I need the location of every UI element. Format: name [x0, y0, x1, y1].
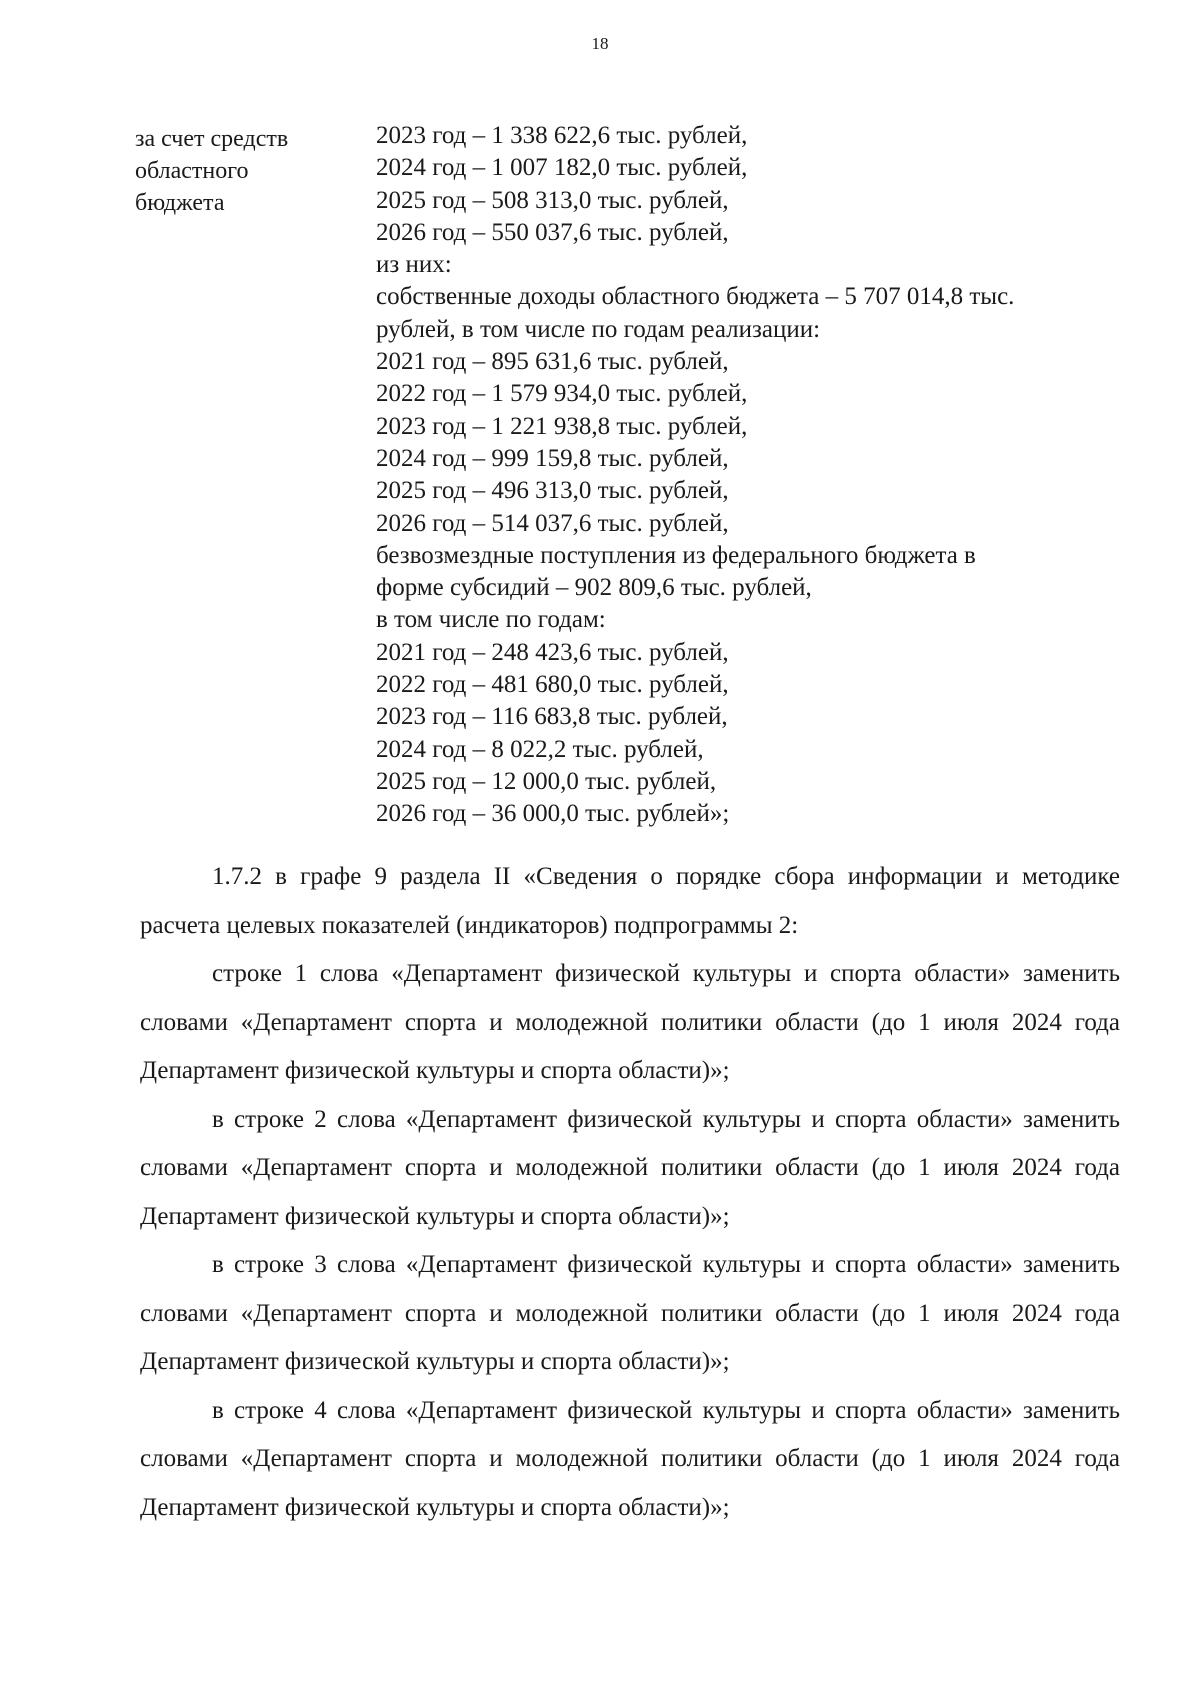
funding-line: форме субсидий – 902 809,6 тыс. рублей,: [376, 574, 812, 602]
funding-line: 2026 год – 514 037,6 тыс. рублей,: [376, 509, 729, 537]
paragraph: в строке 4 слова «Департамент физической культуры и спорта области» заменить словами «Департамент спорта и молодежной политики области (до 1 июля 2024 года Департамент физической культуры и спорта области)»;: [140, 1396, 1120, 1521]
paragraph: в строке 2 слова «Департамент физической культуры и спорта области» заменить словами «Департамент спорта и молодежной политики области (до 1 июля 2024 года Департамент физической культуры и спорта области)»;: [140, 1105, 1120, 1230]
funding-source-label-line: бюджета: [135, 190, 225, 216]
funding-line: 2024 год – 8 022,2 тыс. рублей,: [376, 735, 704, 763]
funding-line: собственные доходы областного бюджета – 5 707 014,8 тыс.: [376, 283, 1015, 311]
funding-line: 2024 год – 999 159,8 тыс. рублей,: [376, 444, 729, 472]
funding-line: 2023 год – 1 221 938,8 тыс. рублей,: [376, 412, 748, 440]
funding-line: 2024 год – 1 007 182,0 тыс. рублей,: [376, 154, 748, 182]
funding-line: 2026 год – 550 037,6 тыс. рублей,: [376, 218, 729, 246]
funding-line: 2023 год – 1 338 622,6 тыс. рублей,: [376, 122, 748, 149]
funding-line: 2023 год – 116 683,8 тыс. рублей,: [376, 703, 728, 731]
funding-line: 2021 год – 895 631,6 тыс. рублей,: [376, 348, 729, 376]
funding-line: 2026 год – 36 000,0 тыс. рублей»;: [376, 800, 730, 828]
paragraph: строке 1 слова «Департамент физической культуры и спорта области» заменить словами «Департамент спорта и молодежной политики области (до 1 июля 2024 года Департамент физической культуры и спорта области)»;: [140, 960, 1120, 1084]
page-number: 18: [591, 34, 609, 53]
funding-breakdown-list: [376, 120, 1136, 831]
funding-line: 2025 год – 508 313,0 тыс. рублей,: [376, 186, 729, 214]
funding-line: 2025 год – 12 000,0 тыс. рублей,: [376, 767, 717, 795]
funding-line: в том числе по годам:: [376, 606, 606, 634]
funding-source-label-line: за счет средств: [135, 126, 289, 152]
funding-source-label: [135, 123, 335, 219]
funding-line: 2022 год – 481 680,0 тыс. рублей,: [376, 671, 729, 699]
funding-line: 2021 год – 248 423,6 тыс. рублей,: [376, 638, 729, 666]
funding-line: безвозмездные поступления из федерального бюджета в: [376, 541, 976, 569]
funding-line: 2025 год – 496 313,0 тыс. рублей,: [376, 477, 729, 505]
amendment-text: [140, 853, 1120, 1532]
paragraph: в строке 3 слова «Департамент физической культуры и спорта области» заменить словами «Департамент спорта и молодежной политики области (до 1 июля 2024 года Департамент физической культуры и спорта области)»;: [140, 1251, 1120, 1375]
funding-line: 2022 год – 1 579 934,0 тыс. рублей,: [376, 380, 748, 408]
funding-line: из них:: [376, 251, 452, 279]
paragraph: 1.7.2 в графе 9 раздела II «Сведения о порядке сбора информации и методике расчета целевых показателей (индикаторов) подпрограммы 2:: [140, 863, 1120, 939]
funding-line: рублей, в том числе по годам реализации:: [376, 315, 821, 343]
funding-source-label-line: областного: [135, 158, 249, 184]
